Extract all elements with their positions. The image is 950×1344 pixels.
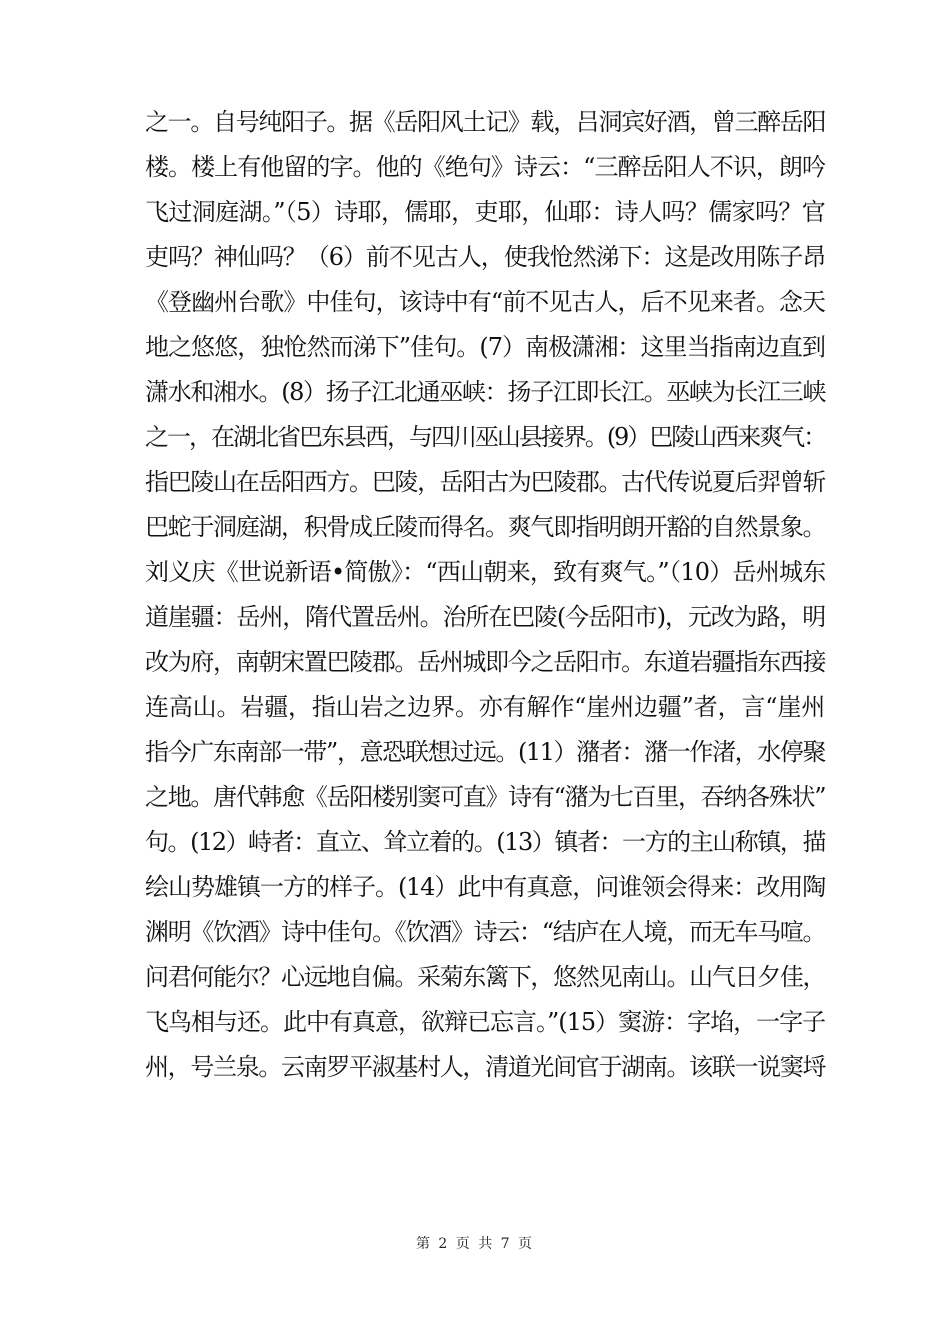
text-line: 刘义庆《世说新语•简傲》：“西山朝来，致有爽气。”（10）岳州城东: [145, 558, 826, 586]
text-line: 楼。楼上有他留的字。他的《绝句》诗云：“三醉岳阳人不识，朗吟: [145, 153, 825, 181]
text-line: 指巴陵山在岳阳西方。巴陵，岳阳古为巴陵郡。古代传说夏后羿曾斩: [145, 468, 825, 496]
text-line: 飞鸟相与还。此中有真意，欲辩已忘言。”(15）窦游：字埳，一字子: [145, 1008, 826, 1036]
text-line: 潇水和湘水。(8）扬子江北通巫峡：扬子江即长江。巫峡为长江三峡: [145, 378, 825, 406]
text-line: 指今广东南部一带”，意恐联想过远。(11）潴者：潴一作渚，水停聚: [145, 738, 825, 766]
text-line: 问君何能尔？心远地自偏。采菊东篱下，悠然见南山。山气日夕佳，: [145, 963, 825, 991]
text-line: 之一。自号纯阳子。据《岳阳风土记》载，吕洞宾好酒，曾三醉岳阳: [145, 108, 825, 136]
text-line: 之一，在湖北省巴东县西，与四川巫山县接界。(9）巴陵山西来爽气：: [145, 423, 825, 451]
page-number-footer: 第 2 页 共 7 页: [415, 1236, 535, 1252]
text-line: 《登幽州台歌》中佳句，该诗中有“前不见古人，后不见来者。念天: [145, 288, 825, 316]
text-line: 地之悠悠，独怆然而涕下”佳句。(7）南极潇湘：这里当指南边直到: [145, 333, 825, 361]
text-line: 巴蛇于洞庭湖，积骨成丘陵而得名。爽气即指明朗开豁的自然景象。: [145, 513, 825, 541]
text-line: 吏吗？神仙吗？（6）前不见古人，使我怆然涕下：这是改用陈子昂: [145, 243, 825, 271]
text-line: 飞过洞庭湖。”（5）诗耶，儒耶，吏耶，仙耶：诗人吗？儒家吗？官: [145, 198, 825, 226]
text-line: 改为府，南朝宋置巴陵郡。岳州城即今之岳阳市。东道岩疆指东西接: [145, 648, 825, 676]
annotation-text-body: [145, 100, 825, 1090]
text-line: 句。(12）峙者：直立、耸立着的。(13）镇者：一方的主山称镇，描: [145, 828, 825, 856]
text-line: 道崖疆：岳州，隋代置岳州。治所在巴陵(今岳阳市)，元改为路，明: [145, 603, 825, 631]
text-line: 绘山势雄镇一方的样子。(14）此中有真意，问谁领会得来：改用陶: [145, 873, 825, 901]
text-line: 渊明《饮酒》诗中佳句。《饮酒》诗云：“结庐在人境，而无车马喧。: [145, 918, 825, 946]
text-line: 之地。唐代韩愈《岳阳楼别窦可直》诗有“潴为七百里，吞纳各殊状”: [145, 783, 825, 811]
text-line: 州，号兰泉。云南罗平淑基村人，清道光间官于湖南。该联一说窦埒: [145, 1053, 825, 1081]
text-line: 连高山。岩疆，指山岩之边界。亦有解作“崖州边疆”者，言“崖州: [145, 693, 825, 721]
